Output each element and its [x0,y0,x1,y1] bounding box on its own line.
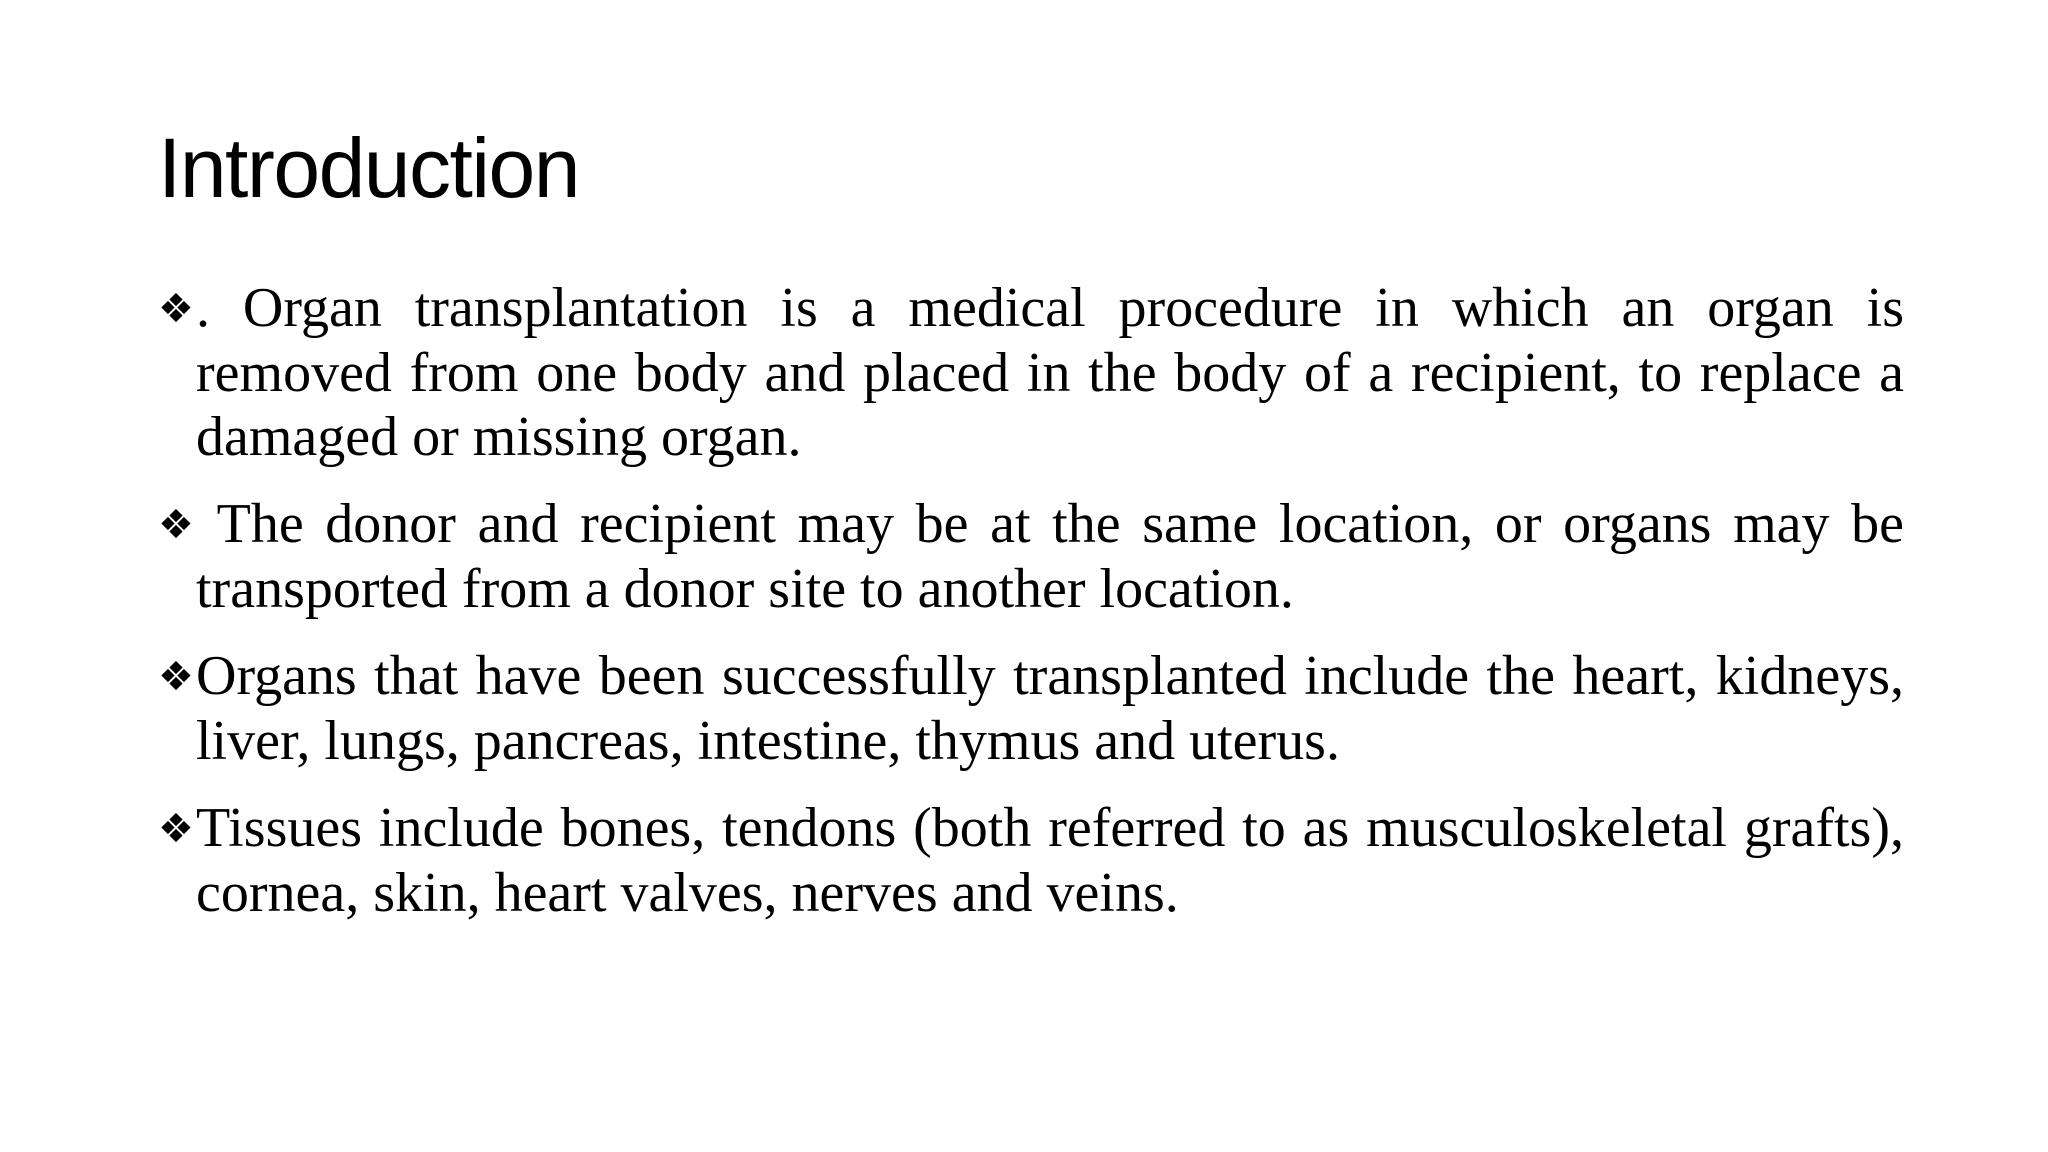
bullet-text: Organs that have been successfully transplanted include the heart, kidneys, liver, lungs, pancreas, intestine, thymus and uterus. [196,645,1904,772]
bullet-item-donor-recipient [158,492,1904,621]
bullet-text: . Organ transplantation is a medical procedure in which an organ is removed from one body and placed in the body of a recipient, to replace a damaged or missing organ. [196,277,1904,468]
slide-title: Introduction [158,121,579,215]
diamond-bullet-icon: ❖ [158,286,194,332]
diamond-bullet-icon: ❖ [158,502,194,548]
bullet-item-organs [158,644,1904,773]
diamond-bullet-icon: ❖ [158,654,194,700]
bullet-list [158,276,1904,948]
bullet-item-tissues [158,796,1904,925]
bullet-text: The donor and recipient may be at the same location, or organs may be transported from a donor site to another location. [196,493,1904,620]
bullet-text: Tissues include bones, tendons (both referred to as musculoskeletal grafts), cornea, skin, heart valves, nerves and veins. [196,797,1904,924]
bullet-item-organ-transplantation [158,276,1904,469]
diamond-bullet-icon: ❖ [158,806,194,852]
